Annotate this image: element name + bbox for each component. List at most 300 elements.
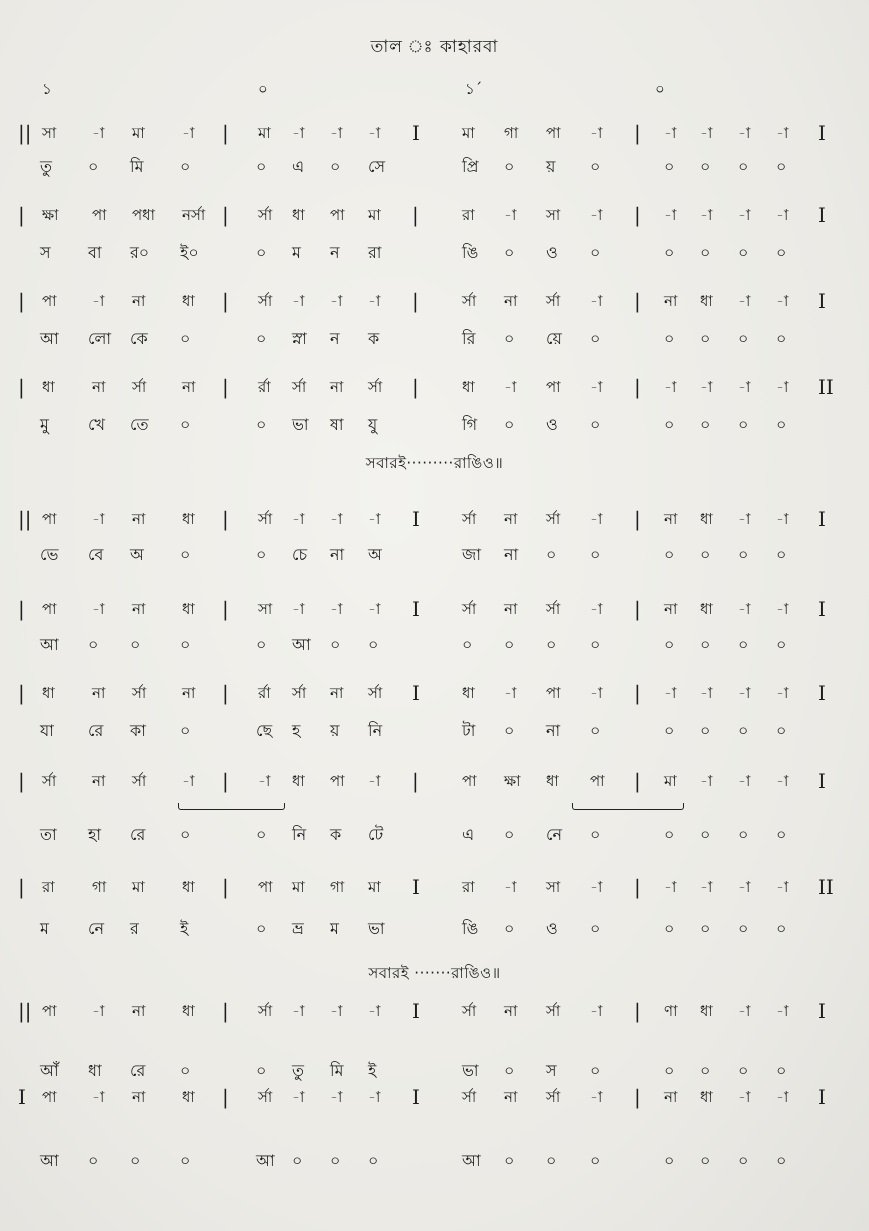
lyric-syllable: ০	[776, 721, 787, 740]
bar-line: |	[412, 203, 419, 227]
bar-line: |	[18, 203, 25, 227]
note: র্সা	[258, 510, 273, 528]
note: ধা	[42, 378, 55, 396]
note: মা	[258, 124, 271, 142]
lyric-syllable: হা	[88, 825, 102, 844]
note: র্রা	[258, 378, 271, 396]
note: র্সা	[546, 1002, 561, 1020]
lyric-syllable: স	[40, 243, 51, 262]
lyric-syllable: ভা	[292, 415, 309, 434]
note: -া	[92, 292, 105, 310]
lyric-syllable: ০	[504, 825, 515, 844]
lyric-syllable: ০	[738, 721, 749, 740]
note: -া	[776, 124, 789, 142]
note: -া	[738, 600, 751, 618]
note: -া	[590, 510, 603, 528]
lyric-syllable: প্রি	[462, 157, 479, 176]
lyric-syllable: মি	[330, 1061, 344, 1080]
lyric-syllable: র	[130, 919, 139, 938]
note: না	[330, 378, 344, 396]
lyric-syllable: যা	[40, 721, 54, 740]
note: পা	[42, 292, 57, 310]
lyric-syllable: তে	[130, 415, 149, 434]
lyric-row	[0, 540, 869, 570]
lyric-syllable: ন	[330, 329, 340, 348]
note: -া	[776, 292, 789, 310]
note: -া	[92, 124, 105, 142]
lyric-syllable: ০	[664, 1061, 675, 1080]
lyric-syllable: ০	[700, 721, 711, 740]
note: র্সা	[368, 684, 383, 702]
lyric-syllable: ম	[330, 919, 339, 938]
lyric-syllable: সে	[368, 157, 386, 176]
note: ক্ষা	[504, 772, 521, 790]
lyric-syllable: ০	[256, 1061, 267, 1080]
lyric-syllable: ০	[368, 1151, 379, 1170]
refrain-line: সবারই·········রাঙিও॥	[365, 454, 504, 472]
lyric-syllable: ম	[40, 919, 49, 938]
lyric-syllable: খে	[88, 415, 105, 434]
bar-line: |	[18, 875, 25, 899]
bar-line: ||	[18, 999, 32, 1023]
lyric-syllable: ০	[700, 157, 711, 176]
note: র্সা	[292, 378, 307, 396]
lyric-syllable: ও	[546, 415, 558, 434]
lyric-syllable: ০	[700, 545, 711, 564]
note: না	[504, 292, 518, 310]
lyric-syllable: ০	[504, 415, 515, 434]
note: -া	[92, 510, 105, 528]
note: পধা	[132, 206, 155, 224]
bar-line: II	[818, 375, 834, 399]
beat-markers	[0, 78, 869, 100]
note: -া	[738, 1002, 751, 1020]
lyric-syllable: আ	[40, 1151, 59, 1170]
lyric-syllable: ভা	[368, 919, 385, 938]
bar-line: ||	[18, 121, 32, 145]
note: না	[182, 684, 196, 702]
lyric-syllable: না	[330, 545, 345, 564]
lyric-syllable: নে	[546, 825, 563, 844]
note: -া	[738, 206, 751, 224]
note: রা	[462, 206, 475, 224]
bar-line: |	[634, 769, 641, 793]
lyric-syllable: ০	[590, 415, 601, 434]
lyric-syllable: ০	[776, 329, 787, 348]
lyric-syllable: ০	[664, 1151, 675, 1170]
lyric-syllable: ০	[700, 1061, 711, 1080]
tala-title: তাল ঃ কাহারবা	[370, 37, 499, 57]
note: সা	[546, 878, 561, 896]
lyric-syllable: ০	[256, 415, 267, 434]
note: র্সা	[462, 600, 477, 618]
lyric-syllable: ০	[664, 157, 675, 176]
notation-row	[0, 504, 869, 534]
bar-line: |	[634, 375, 641, 399]
note: -া	[368, 124, 381, 142]
note: না	[664, 292, 678, 310]
lyric-syllable: ০	[590, 635, 601, 654]
lyric-syllable: না	[546, 721, 561, 740]
note: -া	[368, 510, 381, 528]
note: -া	[776, 1088, 789, 1106]
lyric-syllable: ০	[776, 919, 787, 938]
bar-line: |	[222, 121, 229, 145]
lyric-syllable: ০	[776, 545, 787, 564]
lyric-row	[0, 1146, 869, 1176]
lyric-syllable: র০	[130, 243, 150, 262]
note: -া	[664, 206, 677, 224]
note: মা	[368, 878, 381, 896]
lyric-syllable: এ	[292, 157, 305, 176]
lyric-syllable: রি	[462, 329, 476, 348]
lyric-syllable: নি	[368, 721, 383, 740]
bar-line: |	[222, 681, 229, 705]
note: পা	[546, 124, 561, 142]
lyric-syllable: ০	[330, 1151, 341, 1170]
note: -া	[590, 878, 603, 896]
bar-line: |	[412, 769, 419, 793]
lyric-syllable: ০	[330, 635, 341, 654]
lyric-syllable: ০	[256, 919, 267, 938]
note: -া	[590, 292, 603, 310]
note: র্সা	[462, 510, 477, 528]
lyric-syllable: ০	[700, 635, 711, 654]
note: র্সা	[462, 1002, 477, 1020]
note: ধা	[700, 1002, 713, 1020]
beat-marker-3: ১´	[465, 80, 483, 98]
note: -া	[182, 772, 195, 790]
slur-mark	[178, 803, 285, 810]
note: ধা	[182, 510, 195, 528]
bar-line: |	[634, 999, 641, 1023]
note: -া	[330, 510, 343, 528]
bar-line: I	[412, 999, 420, 1023]
lyric-syllable: ০	[664, 415, 675, 434]
lyric-syllable: আ	[292, 635, 311, 654]
note: ধা	[292, 206, 305, 224]
lyric-row	[0, 914, 869, 944]
note: -া	[700, 878, 713, 896]
bar-line: I	[412, 1085, 420, 1109]
bar-line: I	[818, 999, 826, 1023]
lyric-syllable: ০	[664, 545, 675, 564]
lyric-syllable: তু	[40, 157, 53, 176]
note: না	[92, 772, 106, 790]
lyric-syllable: আ	[256, 1151, 275, 1170]
note: র্সা	[258, 1002, 273, 1020]
lyric-syllable: ভা	[462, 1061, 479, 1080]
note: -া	[664, 124, 677, 142]
lyric-syllable: ও	[546, 243, 558, 262]
note: গা	[92, 878, 107, 896]
note: সা	[258, 600, 273, 618]
note: পা	[546, 684, 561, 702]
note: -া	[368, 1002, 381, 1020]
note: পা	[590, 772, 605, 790]
lyric-syllable: ০	[738, 919, 749, 938]
lyric-row	[0, 410, 869, 440]
lyric-syllable: মি	[130, 157, 144, 176]
note: না	[664, 600, 678, 618]
note: -া	[700, 124, 713, 142]
lyric-syllable: ০	[776, 415, 787, 434]
note: -া	[738, 684, 751, 702]
lyric-syllable: ০	[256, 157, 267, 176]
note: পা	[42, 600, 57, 618]
lyric-syllable: ০	[256, 243, 267, 262]
note: ধা	[42, 684, 55, 702]
lyric-syllable: ০	[256, 825, 267, 844]
note: -া	[292, 1002, 305, 1020]
note: পা	[258, 878, 273, 896]
note: -া	[738, 292, 751, 310]
note: -া	[776, 600, 789, 618]
lyric-syllable: চে	[292, 545, 308, 564]
lyric-syllable: ০	[180, 157, 191, 176]
lyric-syllable: ০	[664, 825, 675, 844]
lyric-syllable: তু	[292, 1061, 305, 1080]
lyric-syllable: ০	[256, 329, 267, 348]
lyric-syllable: ০	[700, 243, 711, 262]
lyric-syllable: ০	[738, 1061, 749, 1080]
note: -া	[738, 1088, 751, 1106]
note: -া	[292, 124, 305, 142]
bar-line: |	[634, 681, 641, 705]
note: -া	[92, 1002, 105, 1020]
lyric-syllable: ০	[776, 157, 787, 176]
bar-line: |	[634, 203, 641, 227]
lyric-syllable: ই	[368, 1061, 377, 1080]
note: র্সা	[42, 772, 57, 790]
lyric-syllable: ০	[130, 1151, 141, 1170]
note: র্সা	[132, 378, 147, 396]
note: -া	[700, 684, 713, 702]
note: -া	[700, 772, 713, 790]
lyric-syllable: টে	[368, 825, 384, 844]
lyric-syllable: ০	[664, 919, 675, 938]
bar-line: I	[818, 681, 826, 705]
lyric-syllable: ০	[180, 415, 191, 434]
lyric-syllable: ০	[180, 635, 191, 654]
bar-line: I	[818, 769, 826, 793]
bar-line: |	[18, 597, 25, 621]
lyric-syllable: ০	[504, 635, 515, 654]
lyric-syllable: না	[504, 545, 519, 564]
note: -া	[182, 124, 195, 142]
lyric-syllable: ০	[504, 243, 515, 262]
lyric-syllable: ০	[256, 635, 267, 654]
lyric-syllable: ০	[504, 919, 515, 938]
notation-row	[0, 872, 869, 902]
note: -া	[330, 1002, 343, 1020]
notation-row	[0, 996, 869, 1026]
note: -া	[504, 878, 517, 896]
note: -া	[368, 292, 381, 310]
lyric-syllable: ই০	[180, 243, 199, 262]
note: ধা	[700, 510, 713, 528]
note: ধা	[546, 772, 559, 790]
lyric-syllable: হ	[292, 721, 301, 740]
bar-line: |	[18, 289, 25, 313]
lyric-syllable: ০	[738, 635, 749, 654]
bar-line: |	[634, 1085, 641, 1109]
lyric-syllable: স্না	[292, 329, 307, 348]
lyric-syllable: এ	[462, 825, 475, 844]
lyric-syllable: ০	[776, 635, 787, 654]
bar-line: I	[818, 597, 826, 621]
lyric-syllable: ০	[738, 545, 749, 564]
lyric-syllable: কা	[130, 721, 146, 740]
bar-line: |	[222, 597, 229, 621]
lyric-syllable: ষা	[330, 415, 344, 434]
bar-line: |	[18, 681, 25, 705]
note: -া	[504, 206, 517, 224]
note: মা	[664, 772, 677, 790]
note: সা	[42, 124, 57, 142]
note: না	[132, 510, 146, 528]
bar-line: I	[18, 1085, 26, 1109]
note: না	[132, 1088, 146, 1106]
lyric-syllable: ০	[88, 1151, 99, 1170]
lyric-syllable: ০	[462, 635, 473, 654]
lyric-syllable: ০	[88, 635, 99, 654]
bar-line: I	[818, 1085, 826, 1109]
lyric-syllable: ০	[292, 1151, 303, 1170]
lyric-syllable: ০	[130, 635, 141, 654]
lyric-syllable: ০	[776, 243, 787, 262]
lyric-syllable: ক	[368, 329, 380, 348]
note: ধা	[182, 292, 195, 310]
note: -া	[738, 772, 751, 790]
bar-line: |	[634, 597, 641, 621]
note: -া	[92, 1088, 105, 1106]
lyric-syllable: ০	[504, 1151, 515, 1170]
note: না	[182, 378, 196, 396]
lyric-syllable: ০	[590, 919, 601, 938]
bar-line: |	[222, 769, 229, 793]
note: -া	[738, 124, 751, 142]
lyric-syllable: ০	[738, 415, 749, 434]
bar-line: |	[18, 375, 25, 399]
note: পা	[546, 378, 561, 396]
note: না	[132, 600, 146, 618]
note: র্সা	[462, 292, 477, 310]
note: -া	[292, 600, 305, 618]
note: -া	[330, 600, 343, 618]
note: -া	[92, 600, 105, 618]
bar-line: ||	[18, 507, 32, 531]
bar-line: I	[412, 597, 420, 621]
note: না	[92, 684, 106, 702]
bar-line: |	[222, 1085, 229, 1109]
lyric-syllable: ০	[504, 1061, 515, 1080]
note: ধা	[182, 1002, 195, 1020]
note: র্সা	[132, 684, 147, 702]
lyric-syllable: য়	[546, 157, 556, 176]
note: না	[504, 1002, 518, 1020]
note: -া	[330, 1088, 343, 1106]
note: ক্ষা	[42, 206, 59, 224]
note: -া	[504, 684, 517, 702]
note: -া	[776, 206, 789, 224]
note: -া	[738, 378, 751, 396]
lyric-syllable: আ	[462, 1151, 481, 1170]
note: র্সা	[292, 684, 307, 702]
lyric-syllable: রে	[88, 721, 104, 740]
lyric-syllable: আ	[40, 635, 59, 654]
refrain-line-2: সবারই ·······রাঙিও॥	[368, 964, 501, 982]
lyric-syllable: তা	[40, 825, 57, 844]
slur-mark	[572, 803, 684, 810]
lyric-syllable: অ	[130, 545, 144, 564]
note: ণা	[664, 1002, 678, 1020]
bar-line: I	[818, 203, 826, 227]
lyric-syllable: আ	[40, 329, 59, 348]
note: -া	[292, 1088, 305, 1106]
lyric-syllable: ০	[88, 157, 99, 176]
lyric-syllable: ম	[292, 243, 301, 262]
bar-line: |	[222, 875, 229, 899]
note: ধা	[462, 684, 475, 702]
bar-line: II	[818, 875, 834, 899]
bar-line: I	[818, 289, 826, 313]
lyric-syllable: ০	[776, 1151, 787, 1170]
lyric-syllable: ০	[590, 157, 601, 176]
lyric-syllable: ক	[330, 825, 342, 844]
note: র্সা	[462, 1088, 477, 1106]
note: না	[330, 684, 344, 702]
bar-line: |	[222, 507, 229, 531]
note: ধা	[292, 772, 305, 790]
note: র্সা	[258, 206, 273, 224]
note: -া	[590, 206, 603, 224]
lyric-syllable: ০	[700, 1151, 711, 1170]
bar-line: I	[412, 507, 420, 531]
note: পা	[42, 1002, 57, 1020]
lyric-syllable: ০	[180, 1151, 191, 1170]
bar-line: |	[18, 769, 25, 793]
note: -া	[590, 684, 603, 702]
lyric-syllable: ০	[776, 825, 787, 844]
lyric-syllable: কে	[130, 329, 148, 348]
note: র্সা	[546, 1088, 561, 1106]
lyric-syllable: ০	[504, 329, 515, 348]
lyric-syllable: ০	[664, 243, 675, 262]
note: র্সা	[258, 1088, 273, 1106]
note: না	[132, 1002, 146, 1020]
lyric-syllable: গি	[462, 415, 478, 434]
lyric-row	[0, 716, 869, 746]
lyric-syllable: অ	[368, 545, 382, 564]
beat-marker-2: ০	[258, 80, 268, 98]
note: -া	[776, 684, 789, 702]
bar-line: |	[634, 289, 641, 313]
note: পা	[330, 772, 345, 790]
note: -া	[330, 292, 343, 310]
lyric-syllable: ন	[330, 243, 340, 262]
note: র্সা	[132, 772, 147, 790]
bar-line: |	[222, 375, 229, 399]
lyric-syllable: য়	[330, 721, 340, 740]
lyric-syllable: ০	[180, 1061, 191, 1080]
note: -া	[368, 600, 381, 618]
note: গা	[330, 878, 345, 896]
note: র্রা	[258, 684, 271, 702]
note: রা	[462, 878, 475, 896]
note: না	[664, 510, 678, 528]
lyric-syllable: ০	[590, 329, 601, 348]
